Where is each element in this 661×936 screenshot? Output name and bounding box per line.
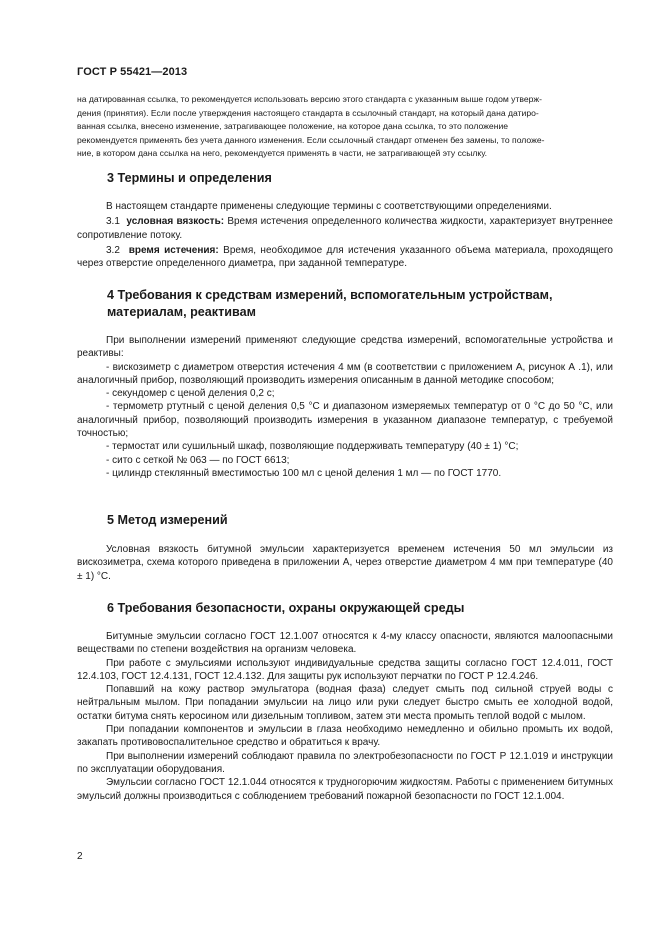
term-name: время истечения:	[128, 244, 219, 256]
intro-line: ванная ссылка, внесено изменение, затрагивающее положение, на которое дана ссылка, то это положение	[77, 121, 509, 132]
list-item: - вискозиметр с диаметром отверстия истечения 4 мм (в соответствии с приложением А, рисунок А .1), или аналогичный прибор, позволяющий производить измерения описанным в данной методике способом;	[77, 361, 613, 386]
section-6-paragraph: Попавший на кожу раствор эмульгатора (водная фаза) следует смыть под сильной струей воды с нейтральным мылом. При попадании эмульсии на лицо или руки следует быстро смыть ее холодной водой, остатки битума снять керосином или дизельным топливом, затем эти места промыть теплой водой с мылом.	[77, 684, 613, 722]
intro-line: рекомендуется применять без учета данного изменения. Если ссылочный стандарт отменен без замены, то положе-	[77, 134, 545, 145]
section-4-intro: При выполнении измерений применяют следующие средства измерений, вспомогательные устройства и реактивы:	[77, 335, 613, 360]
section-6-body	[77, 630, 613, 803]
intro-line: дения (принятия). Если после утверждения настоящего стандарта в ссылочный стандарт, на который дана датиро-	[77, 107, 539, 118]
section-6-paragraph: При работе с эмульсиями используют индивидуальные средства защиты согласно ГОСТ 12.4.011, ГОСТ 12.4.103, ГОСТ 12.4.131, ГОСТ 12.4.132. Для защиты рук используют перчатки по ГОСТ Р 12.4.246.	[77, 657, 613, 682]
section-5-heading: 5 Метод измерений	[107, 513, 228, 527]
section-5-body	[77, 543, 613, 583]
section-3-intro: В настоящем стандарте применены следующие термины с соответствующими определениями.	[106, 201, 552, 212]
section-5-text: Условная вязкость битумной эмульсии характеризуется временем истечения 50 мл эмульсии из вискозиметра, схема которого приведена в приложении А, через отверстие диаметром 4 мм при температуре (40 ± 1) °С.	[77, 544, 613, 582]
section-6-heading: 6 Требования безопасности, охраны окружающей среды	[107, 601, 465, 615]
section-6-paragraph: Битумные эмульсии согласно ГОСТ 12.1.007 относятся к 4-му классу опасности, являются малоопасными веществами по степени воздействия на организм человека.	[77, 631, 613, 656]
term-definition	[77, 244, 613, 271]
term-definition-text: Время истечения определенного количества жидкости, характеризует внутреннее сопротивление потоку.	[77, 216, 613, 241]
list-item: - сито с сеткой № 063 — по ГОСТ 6613;	[106, 454, 290, 466]
term-number: 3.2	[106, 244, 120, 256]
list-item: - секундомер с ценой деления 0,2 с;	[106, 388, 275, 400]
term-name: условная вязкость:	[126, 216, 225, 228]
intro-line: ние, в котором дана ссылка на него, рекомендуется применять в части, не затрагивающей эту ссылку.	[77, 148, 488, 159]
section-3-heading: 3 Термины и определения	[107, 171, 272, 185]
term-number: 3.1	[106, 216, 120, 228]
section-6-paragraph: Эмульсии согласно ГОСТ 12.1.044 относятся к трудногорючим жидкостям. Работы с применением битумных эмульсий должны производиться с соблюдением требований пожарной безопасности по ГОСТ 12.1.004.	[77, 777, 613, 802]
page-number: 2	[77, 851, 83, 862]
section-6-paragraph: При попадании компонентов и эмульсии в глаза необходимо немедленно и обильно промыть их водой, закапать противовоспалительное средство и обратиться к врачу.	[77, 724, 613, 749]
list-item: - термометр ртутный с ценой деления 0,5 °С и диапазоном измеряемых температур от 0 °С до 50 °С, или аналогичный прибор, позволяющий производить измерения в указанном диапазоне температур, с требуемой точностью;	[77, 401, 613, 440]
list-item: - цилиндр стеклянный вместимостью 100 мл с ценой деления 1 мл — по ГОСТ 1770.	[106, 467, 502, 479]
section-4-body	[77, 334, 613, 480]
intro-line: на датированная ссылка, то рекомендуется использовать версию этого стандарта с указанным выше годом утверж-	[77, 94, 543, 104]
section-6-paragraph: При выполнении измерений соблюдают правила по электробезопасности по ГОСТ Р 12.1.019 и инструкции по эксплуатации оборудования.	[77, 750, 613, 775]
document-code-header: ГОСТ Р 55421—2013	[77, 66, 188, 78]
section-4-heading: 4 Требования к средствам измерений, вспомогательным устройствам, материалам, реактивам	[107, 288, 553, 319]
term-definition-text: Время, необходимое для истечения указанного объема материала, проходящего через отверстие определенного диаметра, при заданной температуре.	[77, 244, 613, 270]
intro-fragment	[77, 93, 613, 161]
list-item: - термостат или сушильный шкаф, позволяющие поддерживать температуру (40 ± 1) °С;	[106, 441, 519, 453]
term-definition	[77, 215, 613, 242]
section-3-body	[77, 200, 613, 270]
